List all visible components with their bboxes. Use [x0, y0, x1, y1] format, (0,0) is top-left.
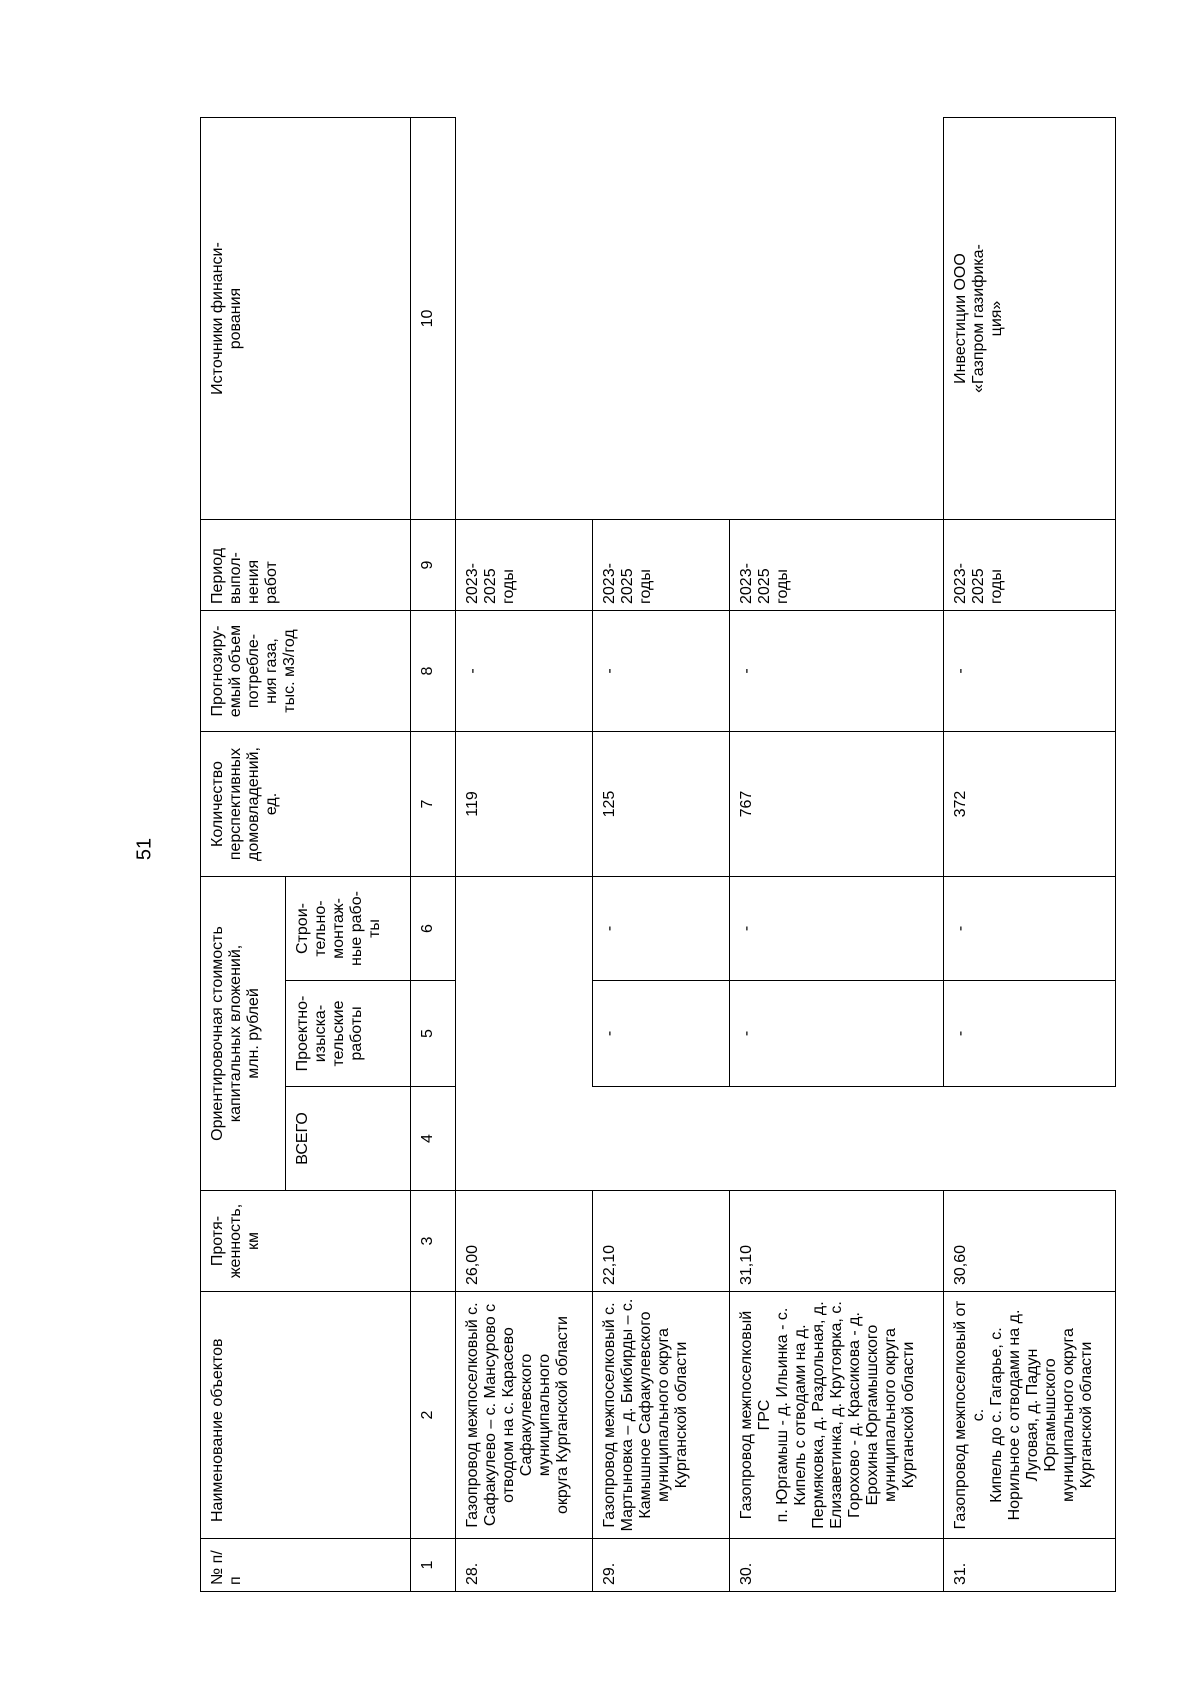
row-num: 28.	[456, 1539, 593, 1592]
col-number: 5	[411, 981, 456, 1087]
funding-source: Инвестиции ООО «Газпром газифика- ция»	[944, 118, 1116, 520]
period: 2023- 2025 годы	[593, 520, 730, 611]
total-cost	[456, 1087, 593, 1191]
design-cost	[456, 981, 593, 1087]
header-gas-volume: Прогнозиру- емый объем потребле- ния газа, тыс. м3/год	[201, 611, 411, 732]
funding-source	[456, 118, 593, 520]
gas-pipeline-table	[200, 117, 1116, 1592]
total-cost	[593, 1087, 730, 1191]
col-number: 8	[411, 611, 456, 732]
design-cost: -	[593, 981, 730, 1087]
length-km: 26,00	[456, 1191, 593, 1292]
row-num: 29.	[593, 1539, 730, 1592]
length-km: 31,10	[730, 1191, 944, 1292]
total-cost	[944, 1087, 1116, 1191]
table-row	[456, 118, 593, 1592]
gas-volume: -	[730, 611, 944, 732]
gas-volume: -	[944, 611, 1116, 732]
header-design-work: Проектно- изыска- тельские работы	[286, 981, 411, 1087]
households: 372	[944, 732, 1116, 877]
col-number: 7	[411, 732, 456, 877]
column-number-row	[411, 118, 456, 1592]
funding-source	[593, 118, 730, 520]
col-number: 6	[411, 877, 456, 981]
table-row	[944, 118, 1116, 1592]
construction-cost: -	[944, 877, 1116, 981]
length-km: 30,60	[944, 1191, 1116, 1292]
object-name: Газопровод межпоселковый с. Сафакулево – с. Мансурово с отводом на с. Карасево Сафакулевского муниципального округа Курганской области	[456, 1292, 593, 1539]
header-cost-group: Ориентировочная стоимость капитальных вложений, млн. рублей	[201, 877, 286, 1191]
header-num: № п/п	[201, 1539, 411, 1592]
col-number: 9	[411, 520, 456, 611]
length-km: 22,10	[593, 1191, 730, 1292]
households: 119	[456, 732, 593, 877]
header-households: Количество перспективных домовладений, ед.	[201, 732, 411, 877]
construction-cost	[456, 877, 593, 981]
object-name: Газопровод межпоселковый с. Мартыновка – д. Бикбирды – с. Камышное Сафакулевского муниципального округа Курганской области	[593, 1292, 730, 1539]
period: 2023- 2025 годы	[730, 520, 944, 611]
households: 125	[593, 732, 730, 877]
table-row	[593, 118, 730, 1592]
col-number: 2	[411, 1292, 456, 1539]
rotated-table-container	[200, 118, 1148, 1592]
col-number: 4	[411, 1087, 456, 1191]
header-funding: Источники финанси- рования	[201, 118, 411, 520]
gas-volume: -	[456, 611, 593, 732]
row-num: 31.	[944, 1539, 1116, 1592]
object-name: Газопровод межпоселковый от с. Кипель до с. Гагарье, с. Норильное с отводами на д. Луговая, д. Падун Юргамышского муниципального округа Курганской области	[944, 1292, 1116, 1539]
header-total: ВСЕГО	[286, 1087, 411, 1191]
page-number: 51	[133, 837, 156, 861]
header-construction-work: Строи- тельно- монтаж- ные рабо- ты	[286, 877, 411, 981]
funding-source	[730, 118, 944, 520]
col-number: 3	[411, 1191, 456, 1292]
construction-cost: -	[730, 877, 944, 981]
gas-volume: -	[593, 611, 730, 732]
design-cost: -	[730, 981, 944, 1087]
table-row	[730, 118, 944, 1592]
col-number: 1	[411, 1539, 456, 1592]
households: 767	[730, 732, 944, 877]
col-number: 10	[411, 118, 456, 520]
header-name: Наименование объектов	[201, 1292, 411, 1539]
header-period: Период выпол- нения работ	[201, 520, 411, 611]
period: 2023- 2025 годы	[456, 520, 593, 611]
object-name: Газопровод межпоселковый ГРС п. Юргамыш - д. Ильинка - с. Кипель с отводами на д. Пермяковка, д. Раздольная, д. Елизаветинка, д. Крутоярка, с. Горохово - д. Красикова - д. Ерохина Юргамышского муниципального округа Курганской области	[730, 1292, 944, 1539]
construction-cost: -	[593, 877, 730, 981]
period: 2023- 2025 годы	[944, 520, 1116, 611]
design-cost: -	[944, 981, 1116, 1087]
total-cost	[730, 1087, 944, 1191]
header-length: Протя- женность, км	[201, 1191, 411, 1292]
header-row	[201, 118, 286, 1592]
row-num: 30.	[730, 1539, 944, 1592]
document-sheet	[200, 118, 1148, 1592]
